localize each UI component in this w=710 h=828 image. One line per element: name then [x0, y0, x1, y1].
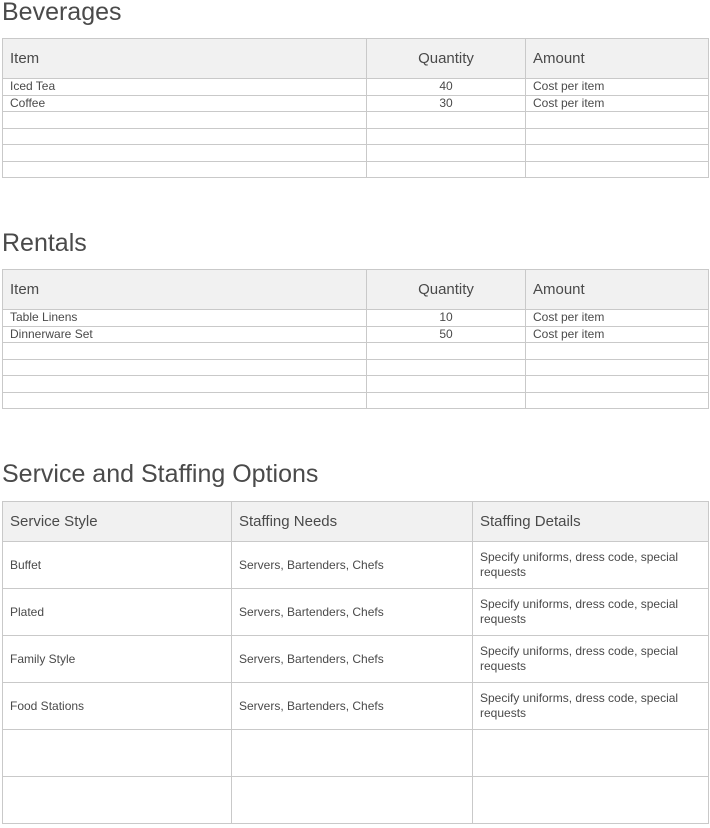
cell-staffing-needs: Servers, Bartenders, Chefs	[232, 542, 473, 589]
cell-service-style	[3, 730, 232, 777]
cell-staffing-details: Specify uniforms, dress code, special requests	[473, 589, 709, 636]
cell-staffing-details	[473, 777, 709, 824]
column-header-staffing-details: Staffing Details	[473, 502, 709, 542]
table-row	[3, 145, 709, 162]
cell-amount	[526, 161, 709, 178]
rentals-title: Rentals	[2, 229, 87, 257]
cell-quantity: 10	[367, 310, 526, 327]
cell-amount	[526, 112, 709, 129]
cell-item: Coffee	[3, 95, 367, 112]
table-row	[3, 683, 709, 730]
cell-staffing-needs: Servers, Bartenders, Chefs	[232, 636, 473, 683]
cell-item	[3, 376, 367, 393]
table-row	[3, 79, 709, 96]
table-row	[3, 310, 709, 327]
table-row	[3, 359, 709, 376]
cell-staffing-details: Specify uniforms, dress code, special requests	[473, 636, 709, 683]
cell-quantity	[367, 161, 526, 178]
cell-item	[3, 161, 367, 178]
table-row	[3, 392, 709, 409]
cell-item	[3, 145, 367, 162]
column-header-quantity: Quantity	[367, 270, 526, 310]
table-row	[3, 128, 709, 145]
cell-amount	[526, 359, 709, 376]
cell-staffing-details	[473, 730, 709, 777]
beverages-table	[2, 38, 709, 178]
table-row	[3, 161, 709, 178]
cell-item	[3, 128, 367, 145]
column-header-item: Item	[3, 270, 367, 310]
cell-amount: Cost per item	[526, 310, 709, 327]
cell-staffing-needs: Servers, Bartenders, Chefs	[232, 589, 473, 636]
column-header-staffing-needs: Staffing Needs	[232, 502, 473, 542]
beverages-title: Beverages	[2, 0, 122, 26]
cell-staffing-details: Specify uniforms, dress code, special requests	[473, 683, 709, 730]
cell-service-style: Plated	[3, 589, 232, 636]
cell-quantity	[367, 112, 526, 129]
cell-amount: Cost per item	[526, 79, 709, 96]
cell-staffing-needs: Servers, Bartenders, Chefs	[232, 683, 473, 730]
table-row	[3, 343, 709, 360]
cell-amount	[526, 392, 709, 409]
cell-quantity	[367, 128, 526, 145]
cell-amount	[526, 376, 709, 393]
table-row	[3, 636, 709, 683]
cell-amount	[526, 145, 709, 162]
cell-service-style: Buffet	[3, 542, 232, 589]
cell-item: Iced Tea	[3, 79, 367, 96]
table-row	[3, 376, 709, 393]
cell-quantity: 40	[367, 79, 526, 96]
cell-service-style: Family Style	[3, 636, 232, 683]
table-row	[3, 730, 709, 777]
cell-quantity	[367, 359, 526, 376]
column-header-item: Item	[3, 39, 367, 79]
table-row	[3, 326, 709, 343]
cell-item	[3, 112, 367, 129]
cell-amount	[526, 128, 709, 145]
rentals-table	[2, 269, 709, 409]
table-header-row	[3, 39, 709, 79]
cell-amount: Cost per item	[526, 326, 709, 343]
cell-item	[3, 343, 367, 360]
cell-service-style: Food Stations	[3, 683, 232, 730]
cell-staffing-needs	[232, 730, 473, 777]
cell-staffing-needs	[232, 777, 473, 824]
table-row	[3, 589, 709, 636]
cell-item: Dinnerware Set	[3, 326, 367, 343]
cell-amount	[526, 343, 709, 360]
table-row	[3, 95, 709, 112]
column-header-amount: Amount	[526, 270, 709, 310]
table-row	[3, 542, 709, 589]
cell-service-style	[3, 777, 232, 824]
cell-quantity: 30	[367, 95, 526, 112]
column-header-quantity: Quantity	[367, 39, 526, 79]
column-header-amount: Amount	[526, 39, 709, 79]
service-title: Service and Staffing Options	[2, 460, 319, 488]
table-header-row	[3, 270, 709, 310]
table-row	[3, 112, 709, 129]
cell-item: Table Linens	[3, 310, 367, 327]
column-header-service-style: Service Style	[3, 502, 232, 542]
cell-item	[3, 392, 367, 409]
cell-quantity	[367, 376, 526, 393]
service-table	[2, 501, 709, 824]
cell-quantity	[367, 145, 526, 162]
table-row	[3, 777, 709, 824]
cell-item	[3, 359, 367, 376]
table-header-row	[3, 502, 709, 542]
cell-staffing-details: Specify uniforms, dress code, special requests	[473, 542, 709, 589]
cell-quantity	[367, 343, 526, 360]
cell-quantity: 50	[367, 326, 526, 343]
cell-quantity	[367, 392, 526, 409]
cell-amount: Cost per item	[526, 95, 709, 112]
